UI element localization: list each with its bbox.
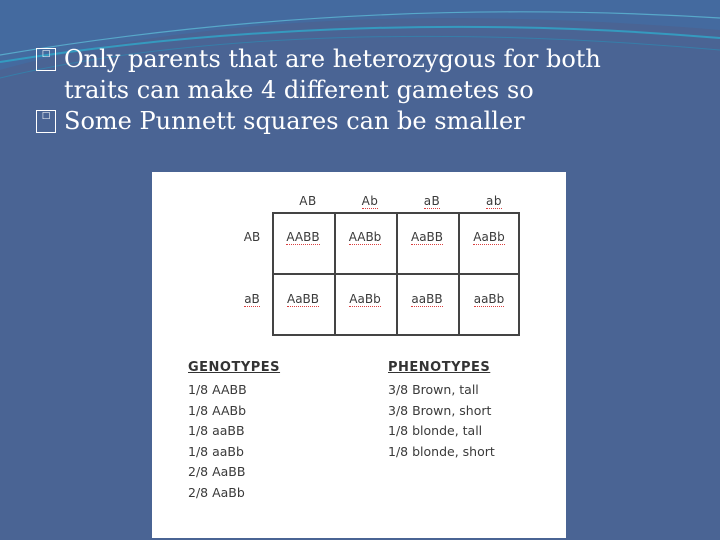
phenotype-item: 1/8 blonde, tall: [388, 423, 483, 438]
phenotype-item: 3/8 Brown, tall: [388, 382, 479, 397]
punnett-cell: AABb: [348, 230, 382, 244]
genotypes-title: GENOTYPES: [188, 360, 281, 375]
bullet-item: [30, 106, 700, 137]
genotype-item: 1/8 AABb: [188, 402, 247, 418]
phenotype-item: 1/8 blonde, short: [388, 443, 495, 459]
punnett-cell: AaBB: [410, 230, 444, 244]
genotype-item: 1/8 AABB: [188, 382, 247, 397]
punnett-cell: aaBB: [411, 292, 443, 306]
col-header: aB: [423, 194, 441, 208]
phenotypes-title: PHENOTYPES: [388, 360, 491, 375]
bullet-icon: □: [36, 48, 56, 71]
punnett-cell: AaBb: [349, 292, 381, 306]
col-header: AB: [299, 194, 317, 208]
col-header: Ab: [361, 194, 379, 208]
bullet-text-line: Only parents that are heterozygous for both: [64, 45, 601, 73]
genotype-item: 1/8 aaBB: [188, 423, 245, 438]
genotypes-list: [188, 380, 247, 503]
row-header: aB: [244, 292, 260, 306]
punnett-cell: AaBb: [473, 230, 505, 244]
genotype-item: 1/8 aaBb: [188, 443, 244, 459]
phenotypes-list: [388, 380, 495, 462]
punnett-cell: AaBB: [286, 292, 320, 306]
punnett-grid: [272, 212, 520, 336]
punnett-cell: AABB: [286, 230, 320, 244]
col-header: ab: [486, 194, 502, 208]
bullet-item: [30, 44, 700, 106]
phenotype-item: 3/8 Brown, short: [388, 402, 492, 418]
punnett-square-figure: [152, 172, 566, 538]
bullet-text-line: Some Punnett squares can be smaller: [64, 107, 525, 135]
punnett-cell: aaBb: [473, 292, 505, 306]
bullet-icon: □: [36, 110, 56, 133]
bullet-list: [30, 44, 700, 137]
genotype-item: 2/8 AaBB: [188, 464, 246, 479]
genotype-item: 2/8 AaBb: [188, 484, 245, 500]
row-header: AB: [243, 230, 261, 244]
bullet-text-line: traits can make 4 different gametes so: [64, 76, 534, 104]
